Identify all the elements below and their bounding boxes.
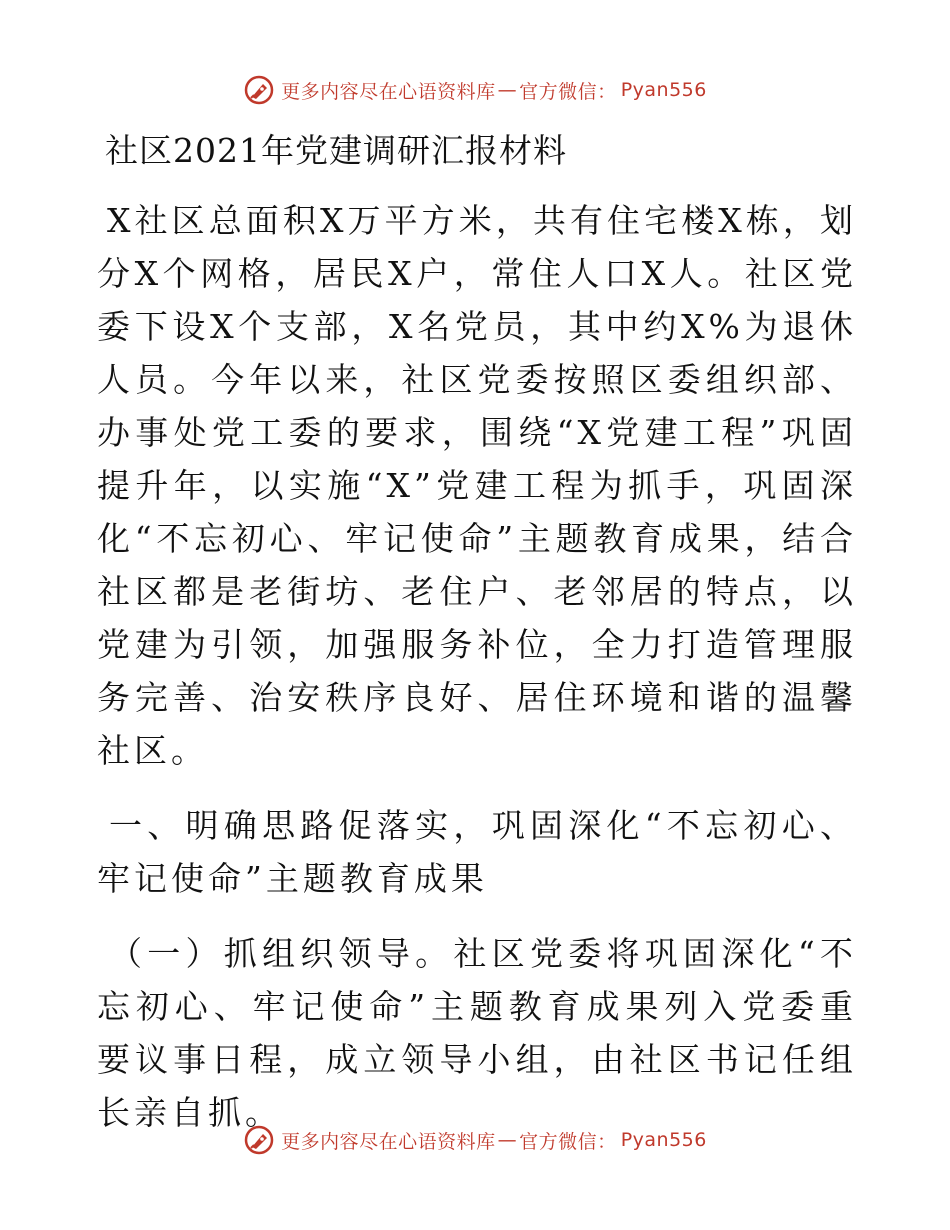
watermark-wechat-label: 官方微信： — [519, 1130, 617, 1153]
watermark-banner-top — [0, 70, 950, 110]
watermark-banner-bottom — [0, 1120, 950, 1160]
section-heading-1: 一、明确思路促落实，巩固深化“不忘初心、牢记使命”主题教育成果 — [97, 806, 857, 898]
watermark-brand-text: 更多内容尽在心语资料库 — [281, 1130, 496, 1153]
intro-paragraph: X社区总面积X万平方米，共有住宅楼X栋，划分X个网格，居民X户，常住人口X人。社区党委下设X个支部，X名党员，其中约X%为退休人员。今年以来，社区党委按照区委组织部、办事处党工委的要求，围绕“X党建工程”巩固提升年，以实施“X”党建工程为抓手，巩固深化“不忘初心、牢记使命”主题教育成果，结合社区都是老街坊、老住户、老邻居的特点，以党建为引领，加强服务补位，全力打造管理服务完善、治安秩序良好、居住环境和谐的温馨社区。 — [97, 201, 857, 770]
watermark-account: Pyan556 — [620, 1129, 707, 1151]
watermark-wechat-label: 官方微信： — [519, 80, 617, 103]
watermark-brand-text: 更多内容尽在心语资料库 — [281, 80, 496, 103]
watermark-separator: — — [497, 79, 518, 101]
subsection-paragraph-1: （一）抓组织领导。社区党委将巩固深化“不忘初心、牢记使命”主题教育成果列入党委重要议事日程，成立领导小组，由社区书记任组长亲自抓。 — [97, 934, 857, 1132]
watermark-account: Pyan556 — [620, 79, 707, 101]
pen-nib-logo-icon — [243, 1124, 275, 1156]
pen-nib-logo-icon — [243, 74, 275, 106]
document-title: 社区2021年党建调研汇报材料 — [105, 131, 567, 170]
document-body — [97, 120, 857, 1139]
watermark-separator: — — [497, 1129, 518, 1151]
